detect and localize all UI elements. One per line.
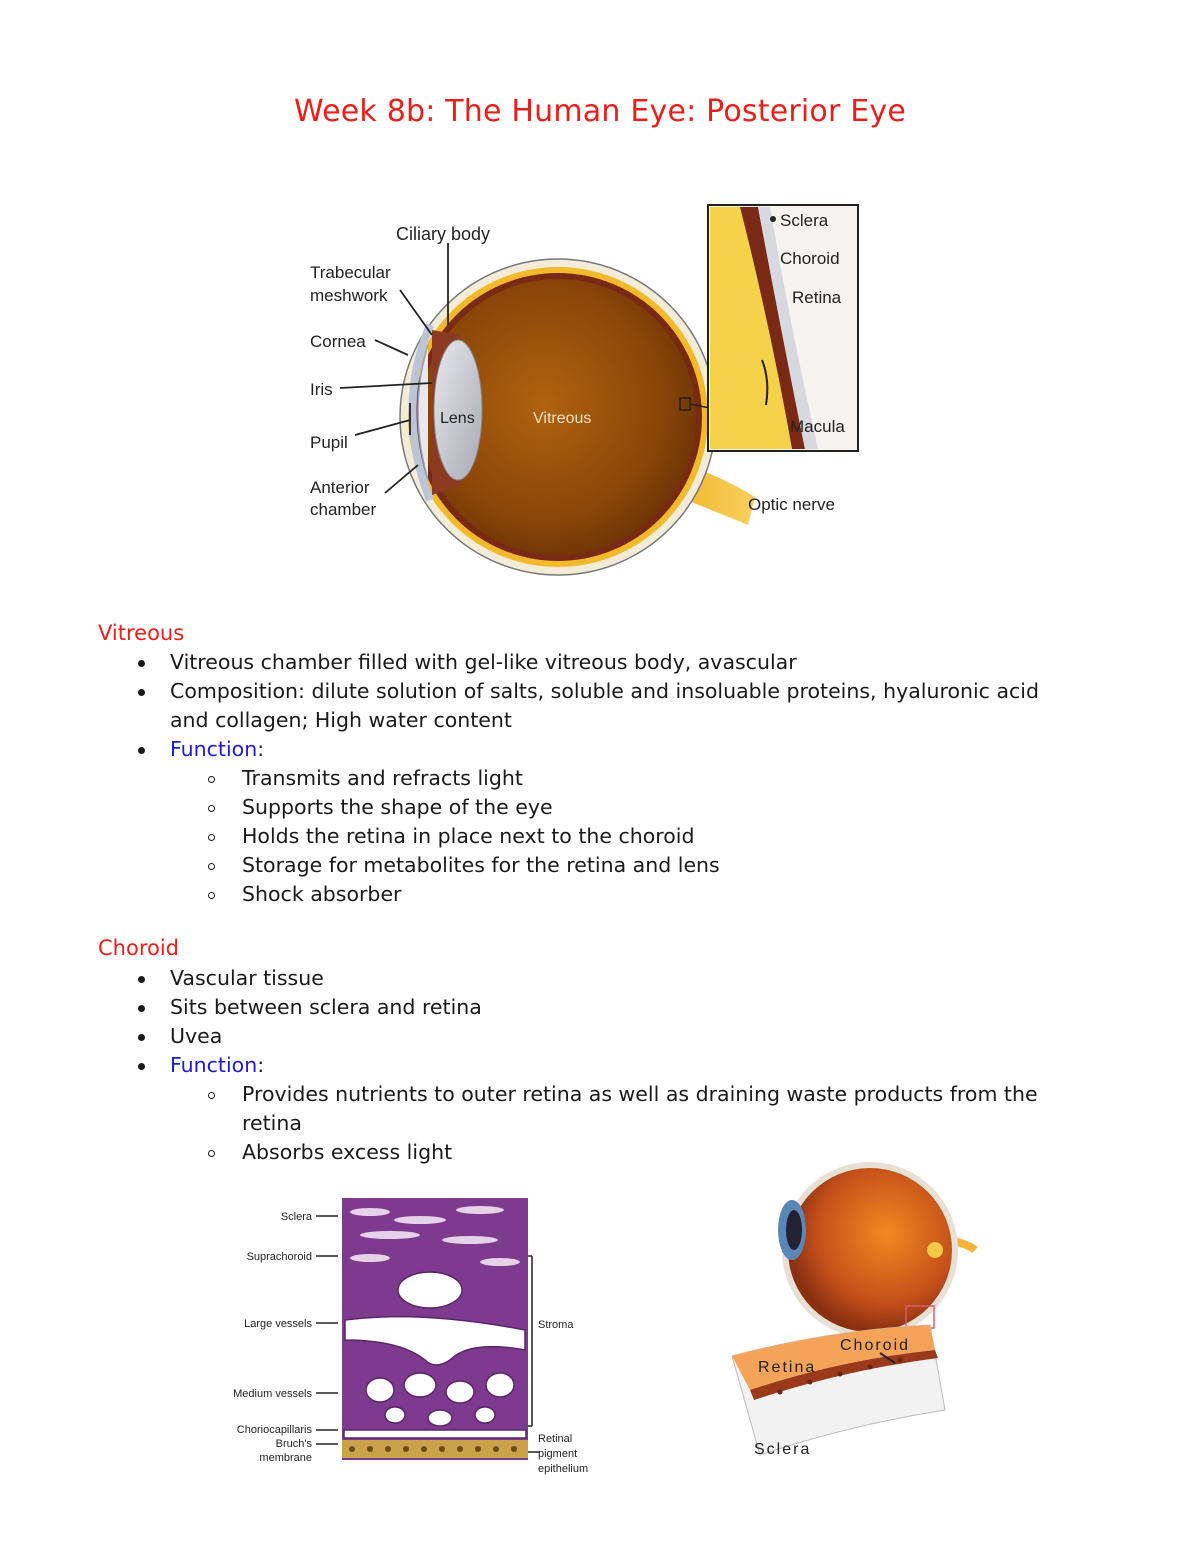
label-retina: Retina: [792, 288, 842, 307]
list-item: Composition: dilute solution of salts, soluble and insoluable proteins, hyaluronic acid and collagen; High water content: [98, 677, 1070, 735]
label-chamber: chamber: [310, 500, 377, 519]
label-optic-nerve: Optic nerve: [748, 495, 835, 514]
label-epithelium: epithelium: [538, 1463, 589, 1475]
label-ciliary-body: Ciliary body: [396, 224, 491, 244]
label-anterior: Anterior: [310, 478, 370, 497]
label-meshwork: meshwork: [310, 286, 388, 305]
label-cornea: Cornea: [310, 332, 366, 351]
label-sclera: Sclera: [754, 1441, 812, 1458]
choroid-list: [98, 964, 1098, 1167]
label-iris: Iris: [310, 380, 333, 399]
label-large-vessels: Large vessels: [244, 1318, 312, 1330]
page-title: Week 8b: The Human Eye: Posterior Eye: [293, 94, 907, 129]
label-retina: Retina: [758, 1359, 817, 1376]
eye-anatomy-diagram: [300, 185, 870, 580]
list-item: Sits between sclera and retina: [98, 993, 1098, 1022]
label-pupil: Pupil: [310, 433, 348, 452]
label-retinal: Retinal: [538, 1433, 573, 1445]
label-lens: Lens: [440, 410, 475, 427]
list-item: Transmits and refracts light: [170, 764, 1098, 793]
label-sclera: Sclera: [780, 211, 829, 230]
label-choroid: Choroid: [780, 249, 840, 268]
vitreous-heading: Vitreous: [98, 621, 185, 645]
list-item: Function: Transmits and refracts light Supports the shape of the eye Holds the retina in place next to the choroid Storage for metabolites for the retina and lens Shock absorber: [98, 735, 1098, 909]
list-item: Supports the shape of the eye: [170, 793, 1098, 822]
list-item: Function: Provides nutrients to outer retina as well as draining waste products from the retina Absorbs excess light: [98, 1051, 1098, 1167]
list-item: Shock absorber: [170, 880, 1098, 909]
macula-inset: [708, 205, 858, 451]
label-sclera: Sclera: [280, 1211, 312, 1223]
list-item: Vascular tissue: [98, 964, 1098, 993]
eye-layers-diagram: [720, 1160, 980, 1465]
vitreous-list: [98, 648, 1098, 909]
list-item: Provides nutrients to outer retina as well as draining waste products from the retina: [170, 1080, 1102, 1138]
choroid-heading: Choroid: [98, 936, 180, 960]
label-trabecular: Trabecular: [310, 263, 391, 282]
label-suprachoroid: Suprachoroid: [246, 1251, 312, 1263]
label-vitreous: Vitreous: [533, 410, 592, 427]
choroid-function-list: [170, 1080, 1098, 1167]
vitreous-function-list: [170, 764, 1098, 909]
label-choriocapillaris: Choriocapillaris: [236, 1424, 312, 1436]
label-membrane: membrane: [259, 1452, 312, 1464]
list-item: Storage for metabolites for the retina and lens: [170, 851, 1098, 880]
label-medium-vessels: Medium vessels: [233, 1388, 312, 1400]
choroid-histology-diagram: [220, 1190, 620, 1480]
list-item: Absorbs excess light: [170, 1138, 1098, 1167]
list-item: Vitreous chamber filled with gel-like vitreous body, avascular: [98, 648, 1098, 677]
function-label: Function: [170, 737, 258, 761]
list-item: Holds the retina in place next to the choroid: [170, 822, 1098, 851]
function-label: Function: [170, 1053, 258, 1077]
label-pigment: pigment: [538, 1448, 578, 1460]
list-item: Uvea: [98, 1022, 1098, 1051]
label-bruchs: Bruch's: [275, 1438, 312, 1450]
label-stroma: Stroma: [538, 1319, 574, 1331]
label-choroid: Choroid: [840, 1337, 911, 1354]
label-macula: Macula: [790, 417, 845, 436]
